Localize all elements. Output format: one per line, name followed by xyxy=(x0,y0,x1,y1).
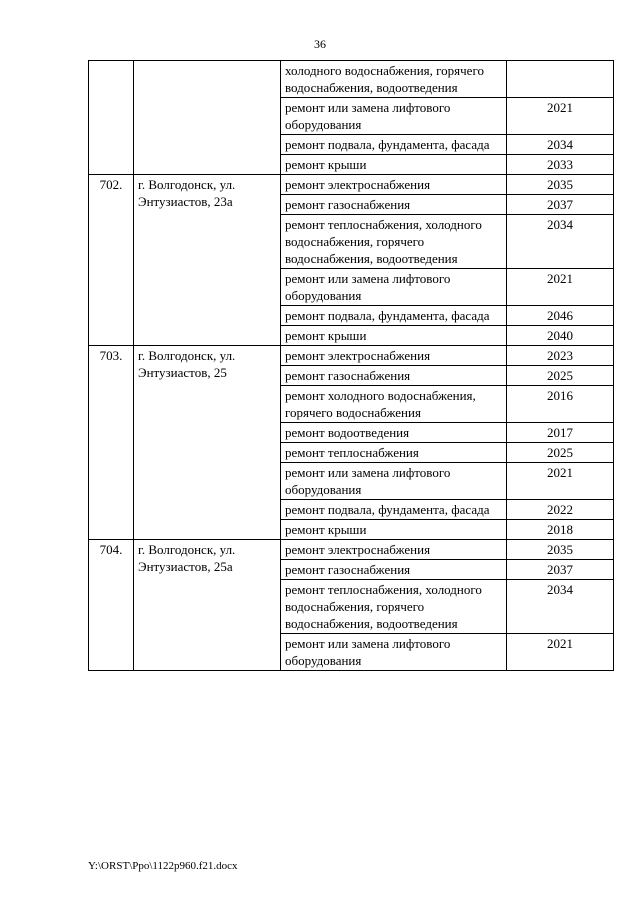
work-type-cell: ремонт газоснабжения xyxy=(281,560,507,580)
work-type-cell: ремонт холодного водоснабжения, горячего водоснабжения xyxy=(281,386,507,423)
work-type-cell: ремонт газоснабжения xyxy=(281,366,507,386)
work-type-cell: ремонт или замена лифтового оборудования xyxy=(281,634,507,671)
work-type-cell: ремонт или замена лифтового оборудования xyxy=(281,98,507,135)
building-number-cell: 704. xyxy=(89,540,134,671)
footer-file-path: Y:\ORST\Ppo\1122p960.f21.docx xyxy=(88,860,238,872)
work-type-cell: ремонт электроснабжения xyxy=(281,346,507,366)
year-cell xyxy=(507,61,614,98)
work-type-cell: ремонт подвала, фундамента, фасада xyxy=(281,135,507,155)
work-type-cell: ремонт теплоснабжения, холодного водоснабжения, горячего водоснабжения, водоотведения xyxy=(281,580,507,634)
building-address-cell: г. Волгодонск, ул. Энтузиастов, 25 xyxy=(134,346,281,540)
year-cell: 2037 xyxy=(507,560,614,580)
year-cell: 2021 xyxy=(507,269,614,306)
work-type-cell: ремонт теплоснабжения, холодного водоснабжения, горячего водоснабжения, водоотведения xyxy=(281,215,507,269)
year-cell: 2035 xyxy=(507,175,614,195)
work-type-cell: ремонт электроснабжения xyxy=(281,540,507,560)
work-type-cell: ремонт подвала, фундамента, фасада xyxy=(281,306,507,326)
year-cell: 2033 xyxy=(507,155,614,175)
year-cell: 2046 xyxy=(507,306,614,326)
work-type-cell: ремонт водоотведения xyxy=(281,423,507,443)
year-cell: 2025 xyxy=(507,366,614,386)
work-type-cell: ремонт крыши xyxy=(281,326,507,346)
year-cell: 2022 xyxy=(507,500,614,520)
work-type-cell: ремонт теплоснабжения xyxy=(281,443,507,463)
year-cell: 2018 xyxy=(507,520,614,540)
year-cell: 2021 xyxy=(507,98,614,135)
building-number-cell: 703. xyxy=(89,346,134,540)
year-cell: 2034 xyxy=(507,215,614,269)
year-cell: 2037 xyxy=(507,195,614,215)
building-number-cell: 702. xyxy=(89,175,134,346)
table-row xyxy=(89,61,614,98)
table-row xyxy=(89,540,614,560)
building-address-cell: г. Волгодонск, ул. Энтузиастов, 25а xyxy=(134,540,281,671)
building-address-cell: г. Волгодонск, ул. Энтузиастов, 23а xyxy=(134,175,281,346)
year-cell: 2021 xyxy=(507,634,614,671)
work-type-cell: ремонт или замена лифтового оборудования xyxy=(281,463,507,500)
work-type-cell: ремонт крыши xyxy=(281,520,507,540)
work-type-cell: холодного водоснабжения, горячего водоснабжения, водоотведения xyxy=(281,61,507,98)
page-number: 36 xyxy=(314,37,326,51)
year-cell: 2034 xyxy=(507,580,614,634)
work-type-cell: ремонт крыши xyxy=(281,155,507,175)
year-cell: 2034 xyxy=(507,135,614,155)
year-cell: 2025 xyxy=(507,443,614,463)
repair-schedule-table xyxy=(88,60,614,671)
year-cell: 2023 xyxy=(507,346,614,366)
year-cell: 2035 xyxy=(507,540,614,560)
year-cell: 2017 xyxy=(507,423,614,443)
year-cell: 2021 xyxy=(507,463,614,500)
work-type-cell: ремонт электроснабжения xyxy=(281,175,507,195)
year-cell: 2040 xyxy=(507,326,614,346)
table-body xyxy=(89,61,614,671)
table-row xyxy=(89,175,614,195)
work-type-cell: ремонт газоснабжения xyxy=(281,195,507,215)
building-number-cell xyxy=(89,61,134,175)
year-cell: 2016 xyxy=(507,386,614,423)
building-address-cell xyxy=(134,61,281,175)
work-type-cell: ремонт или замена лифтового оборудования xyxy=(281,269,507,306)
table-row xyxy=(89,346,614,366)
work-type-cell: ремонт подвала, фундамента, фасада xyxy=(281,500,507,520)
